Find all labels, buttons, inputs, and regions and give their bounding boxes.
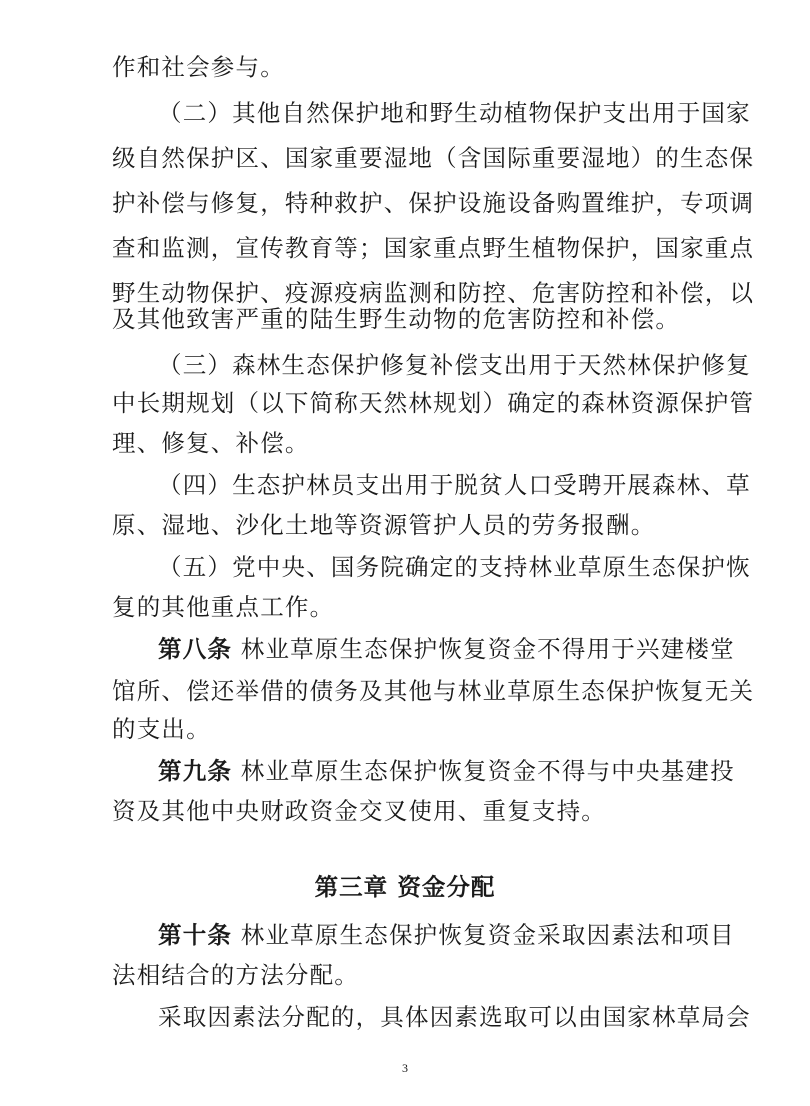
text-line: 理、修复、补偿。 xyxy=(112,429,310,457)
article-line: 第十条 林业草原生态保护恢复资金采取因素法和项目 xyxy=(158,921,735,949)
text-line: 资及其他中央财政资金交叉使用、重复支持。 xyxy=(112,797,606,825)
text-line: （四）生态护林员支出用于脱贫人口受聘开展森林、草 xyxy=(158,471,751,499)
text-line: （五）党中央、国务院确定的支持林业草原生态保护恢 xyxy=(158,553,751,581)
text-line: （三）森林生态保护修复补偿支出用于天然林保护修复 xyxy=(158,351,751,379)
article-label: 第九条 xyxy=(158,757,233,785)
text-line: 作和社会参与。 xyxy=(112,53,285,81)
text-line: 野生动物保护、疫源疫病监测和防控、危害防控和补偿，以 xyxy=(112,279,755,307)
page-number: 3 xyxy=(402,1061,408,1075)
article-line: 第八条 林业草原生态保护恢复资金不得用于兴建楼堂 xyxy=(158,635,735,663)
article-label: 第十条 xyxy=(158,921,233,949)
article-line: 第九条 林业草原生态保护恢复资金不得与中央基建投 xyxy=(158,757,735,785)
text-line: 的支出。 xyxy=(112,715,211,743)
text-line: 原、湿地、沙化土地等资源管护人员的劳务报酬。 xyxy=(112,511,656,539)
text-line: 及其他致害严重的陆生野生动物的危害防控和补偿。 xyxy=(112,305,681,333)
text-line: 查和监测，宣传教育等；国家重点野生植物保护，国家重点 xyxy=(112,234,755,262)
text-line: 法相结合的方法分配。 xyxy=(112,961,359,989)
text-line: 馆所、偿还举借的债务及其他与林业草原生态保护恢复无关 xyxy=(112,677,755,705)
article-label: 第八条 xyxy=(158,635,233,663)
text-line: （二）其他自然保护地和野生动植物保护支出用于国家 xyxy=(158,99,751,127)
text-line: 护补偿与修复，特种救护、保护设施设备购置维护，专项调 xyxy=(112,189,755,217)
text-line: 中长期规划（以下简称天然林规划）确定的森林资源保护管 xyxy=(112,389,755,417)
chapter-heading: 第三章 资金分配 xyxy=(314,873,496,901)
text-line: 采取因素法分配的，具体因素选取可以由国家林草局会 xyxy=(158,1003,751,1031)
text-line: 级自然保护区、国家重要湿地（含国际重要湿地）的生态保 xyxy=(112,144,755,172)
text-line: 复的其他重点工作。 xyxy=(112,593,335,621)
